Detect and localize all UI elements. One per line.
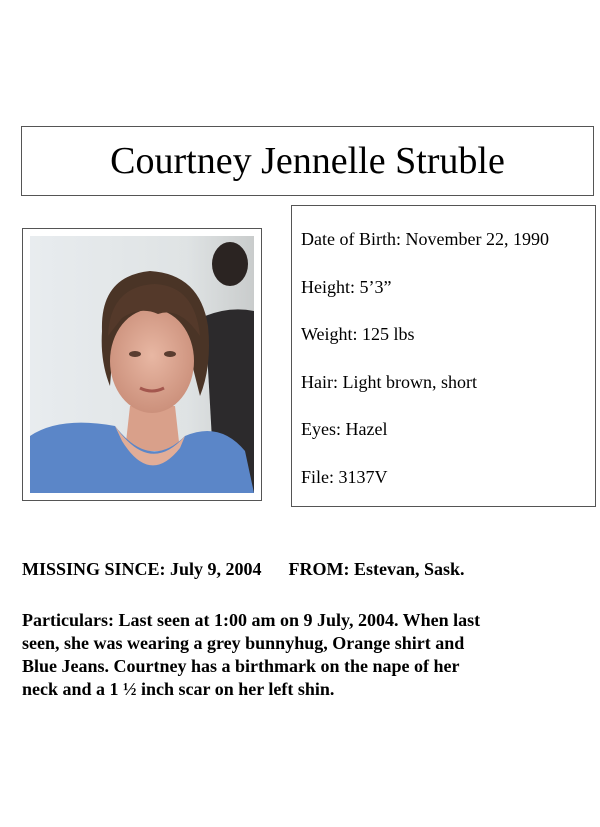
weight: Weight: 125 lbs (301, 324, 415, 344)
person-name: Courtney Jennelle Struble (110, 140, 505, 182)
height: Height: 5’3” (301, 276, 392, 297)
file-number: File: 3137V (301, 466, 388, 487)
particulars (22, 609, 582, 701)
missing-from: FROM: Estevan, Sask. (288, 559, 465, 579)
missing-info-line (22, 559, 465, 580)
missing-since: MISSING SINCE: July 9, 2004 (22, 559, 262, 579)
name-title-box (21, 126, 594, 196)
particulars-line: neck and a 1 ½ inch scar on her left shin. (22, 679, 335, 699)
person-photo (30, 236, 254, 493)
particulars-line: seen, she was wearing a grey bunnyhug, Orange shirt and (22, 633, 465, 653)
hair: Hair: Light brown, short (301, 371, 477, 392)
particulars-line: Blue Jeans. Courtney has a birthmark on the nape of her (22, 656, 460, 676)
eyes: Eyes: Hazel (301, 419, 388, 439)
date-of-birth: Date of Birth: November 22, 1990 (301, 229, 549, 249)
particulars-line: Particulars: Last seen at 1:00 am on 9 July, 2004. When last (22, 610, 481, 630)
details-box (291, 205, 596, 507)
photo-frame (22, 228, 262, 501)
